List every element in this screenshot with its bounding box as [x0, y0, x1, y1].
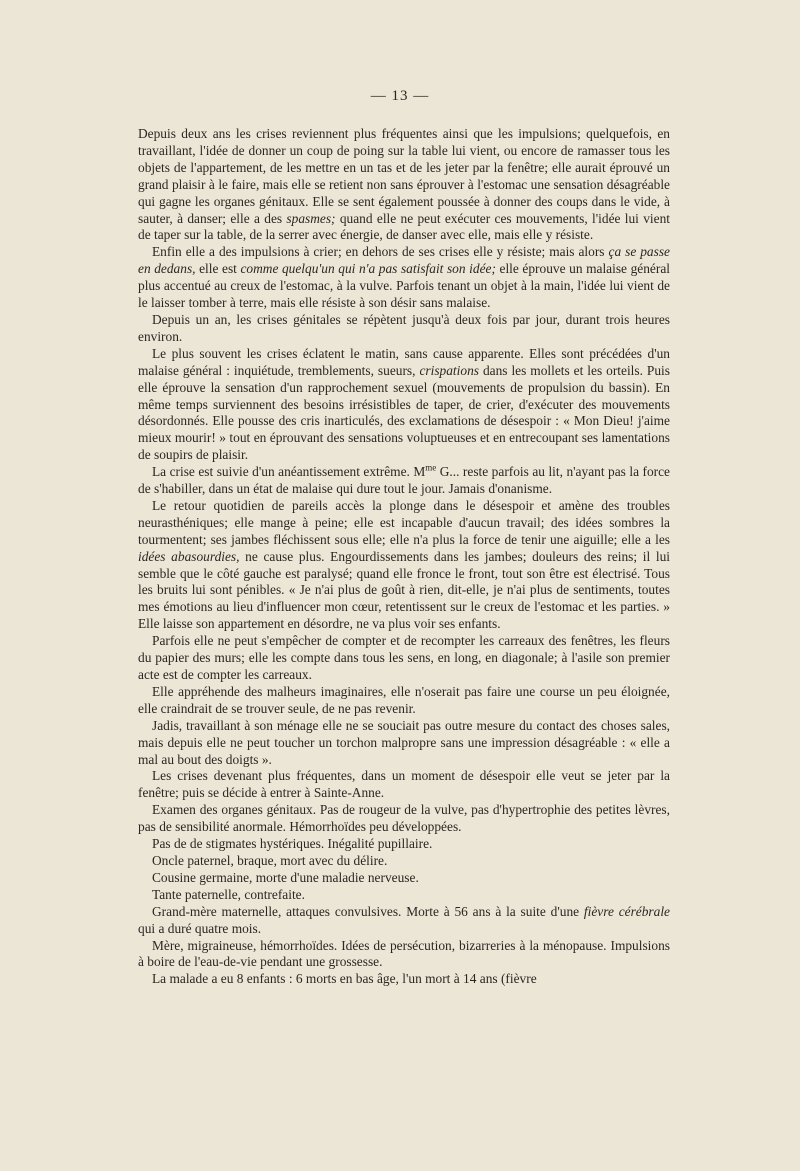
- text-run: Le retour quotidien de pareils accès la plonge dans le désespoir et amène des troubles neurasthéniques; elle mange à peine; elle est incapable d'aucun travail; des idées sombres la tourmentent; ses jambes fléchissent sous elle; elle n'a plus la force de tenir une aiguille; elle a les: [138, 497, 670, 547]
- text-run: Parfois elle ne peut s'empêcher de compter et de recompter les carreaux des fenêtres, les fleurs du papier des murs; elle les compte dans tous les sens, en long, en diagonale; à l'asile son premier acte est de compter les carreaux.: [138, 633, 670, 682]
- paragraph: [138, 244, 670, 312]
- text-run: ne cause plus. Engourdissements dans les jambes; douleurs des reins; il lui semble que le côté gauche est paralysé; quand elle fronce le front, tout son être est électrisé. Tous les bruits lui sont pénibles. « Je n'ai plus de goût à rien, dit-elle, je n'ai plus de sentiments, toutes mes émotions au lieu d'influencer mon cœur, retentissent sur le creux de l'estomac et les parties. » Elle laisse son appartement en désordre, ne va plus voir ses enfants.: [138, 548, 671, 632]
- paragraph: [138, 346, 670, 464]
- text-run: Pas de de stigmates hystériques. Inégalité pupillaire.: [152, 836, 433, 852]
- text-run: Les crises devenant plus fréquentes, dans un moment de désespoir elle veut se jeter par la fenêtre; puis se décide à entrer à Sainte-Anne.: [138, 768, 670, 801]
- italic-run: comme quelqu'un qui n'a pas satisfait son idée;: [240, 261, 496, 277]
- page-number: — 13 —: [370, 88, 430, 104]
- text-run: Depuis un an, les crises génitales se répètent jusqu'à deux fois par jour, durant trois heures environ.: [138, 311, 670, 344]
- paragraph: [138, 464, 670, 498]
- text-run: Grand-mère maternelle, attaques convulsives. Morte à 56 ans à la suite d'une: [152, 903, 584, 919]
- italic-run: spasmes;: [286, 210, 336, 226]
- paragraph: [138, 971, 670, 988]
- text-run: Depuis deux ans les crises reviennent plus fréquentes ainsi que les impulsions; quelquefois, en travaillant, l'idée de donner un coup de poing sur la table lui vient, ou encore de ramasser tous les objets de l'appartement, de les mettre en un tas et de les jeter par la fenêtre; elle aurait éprouvé un grand plaisir à le faire, mais elle se retient non sans éprouver à l'estomac une sensation désagréable qui gagne les organes génitaux. Elle se sent également poussée à donner des coups dans le vide, à sauter, à danser; elle a des: [138, 126, 670, 226]
- text-run: elle est: [195, 261, 241, 277]
- text-run: quand elle ne peut exécuter ces mouvements, l'idée lui vient de taper sur la table, de la serrer avec énergie, de danser avec elle, mais elle y résiste.: [138, 210, 670, 243]
- text-run: Oncle paternel, braque, mort avec du délire.: [152, 852, 388, 868]
- italic-run: fièvre cérébrale: [583, 903, 671, 919]
- paragraph: [138, 633, 670, 684]
- text-run: Cousine germaine, morte d'une maladie nerveuse.: [152, 869, 419, 885]
- text-run: elle éprouve un malaise général plus accentué au creux de l'estomac, à la vulve. Parfois tenant un objet à la main, l'idée lui vient de le laisser tomber à terre, mais elle résiste à son désir sans malaise.: [138, 261, 670, 311]
- text-run: La malade a eu 8 enfants : 6 morts en bas âge, l'un mort à 14 ans (fièvre: [152, 971, 537, 987]
- body-text: [138, 126, 670, 988]
- italic-run: crispations: [419, 362, 479, 378]
- paragraph: [138, 904, 670, 938]
- paragraph: [138, 768, 670, 802]
- paragraph: [138, 684, 670, 718]
- paragraph: [138, 312, 670, 346]
- paragraph: [138, 718, 670, 769]
- text-run: Examen des organes génitaux. Pas de rougeur de la vulve, pas d'hypertrophie des petites lèvres, pas de sensibilité anormale. Hémorrhoïdes peu développées.: [138, 802, 670, 835]
- text-run: dans les mollets et les orteils. Puis elle éprouve la sensation d'un rapprochement sexuel (mouvements de propulsion du bassin). En même temps surviennent des besoins irrésistibles de taper, de crier, d'exécuter des mouvements désordonnés. Elle pousse des cris inarticulés, des exclamations de désespoir : « Mon Dieu! j'aime mieux mourir! » tout en éprouvant des sensations voluptueuses et en entrecoupant ses lamentations de soupirs de plaisir.: [138, 362, 670, 463]
- paragraph: [138, 126, 670, 244]
- text-run: Jadis, travaillant à son ménage elle ne se souciait pas outre mesure du contact des choses sales, mais depuis elle ne peut toucher un torchon malpropre sans une impression désagréable : « elle a mal au bout des doigts ».: [138, 717, 670, 767]
- text-run: Tante paternelle, contrefaite.: [152, 886, 305, 902]
- text-run: qui a duré quatre mois.: [138, 920, 262, 936]
- text-run: Elle appréhende des malheurs imaginaires, elle n'oserait pas faire une course un peu éloignée, elle craindrait de se trouver seule, de ne pas revenir.: [138, 683, 670, 716]
- paragraph: [138, 498, 670, 633]
- italic-run: idées abasourdies,: [138, 548, 240, 564]
- text-run: Mère, migraineuse, hémorrhoïdes. Idées de persécution, bizarreries à la ménopause. Impulsions à boire de l'eau-de-vie pendant une grossesse.: [138, 937, 670, 970]
- paragraph: [138, 887, 670, 904]
- italic-run: ça se passe en dedans,: [138, 244, 670, 277]
- text-run: G... reste parfois au lit, n'ayant pas la force de s'habiller, dans un état de malaise qui dure tout le jour. Jamais d'onanisme.: [138, 464, 670, 497]
- superscript: me: [425, 462, 437, 473]
- text-run: Le plus souvent les crises éclatent le matin, sans cause apparente. Elles sont précédées d'un malaise général : inquiétude, tremblements, sueurs,: [138, 345, 670, 378]
- text-run: Enfin elle a des impulsions à crier; en dehors de ses crises elle y résiste; mais alors: [152, 244, 609, 260]
- paragraph: [138, 870, 670, 887]
- text-run: La crise est suivie d'un anéantissement extrême. M: [152, 464, 426, 480]
- paragraph: [138, 938, 670, 972]
- paragraph: [138, 802, 670, 836]
- paragraph: [138, 853, 670, 870]
- paragraph: [138, 836, 670, 853]
